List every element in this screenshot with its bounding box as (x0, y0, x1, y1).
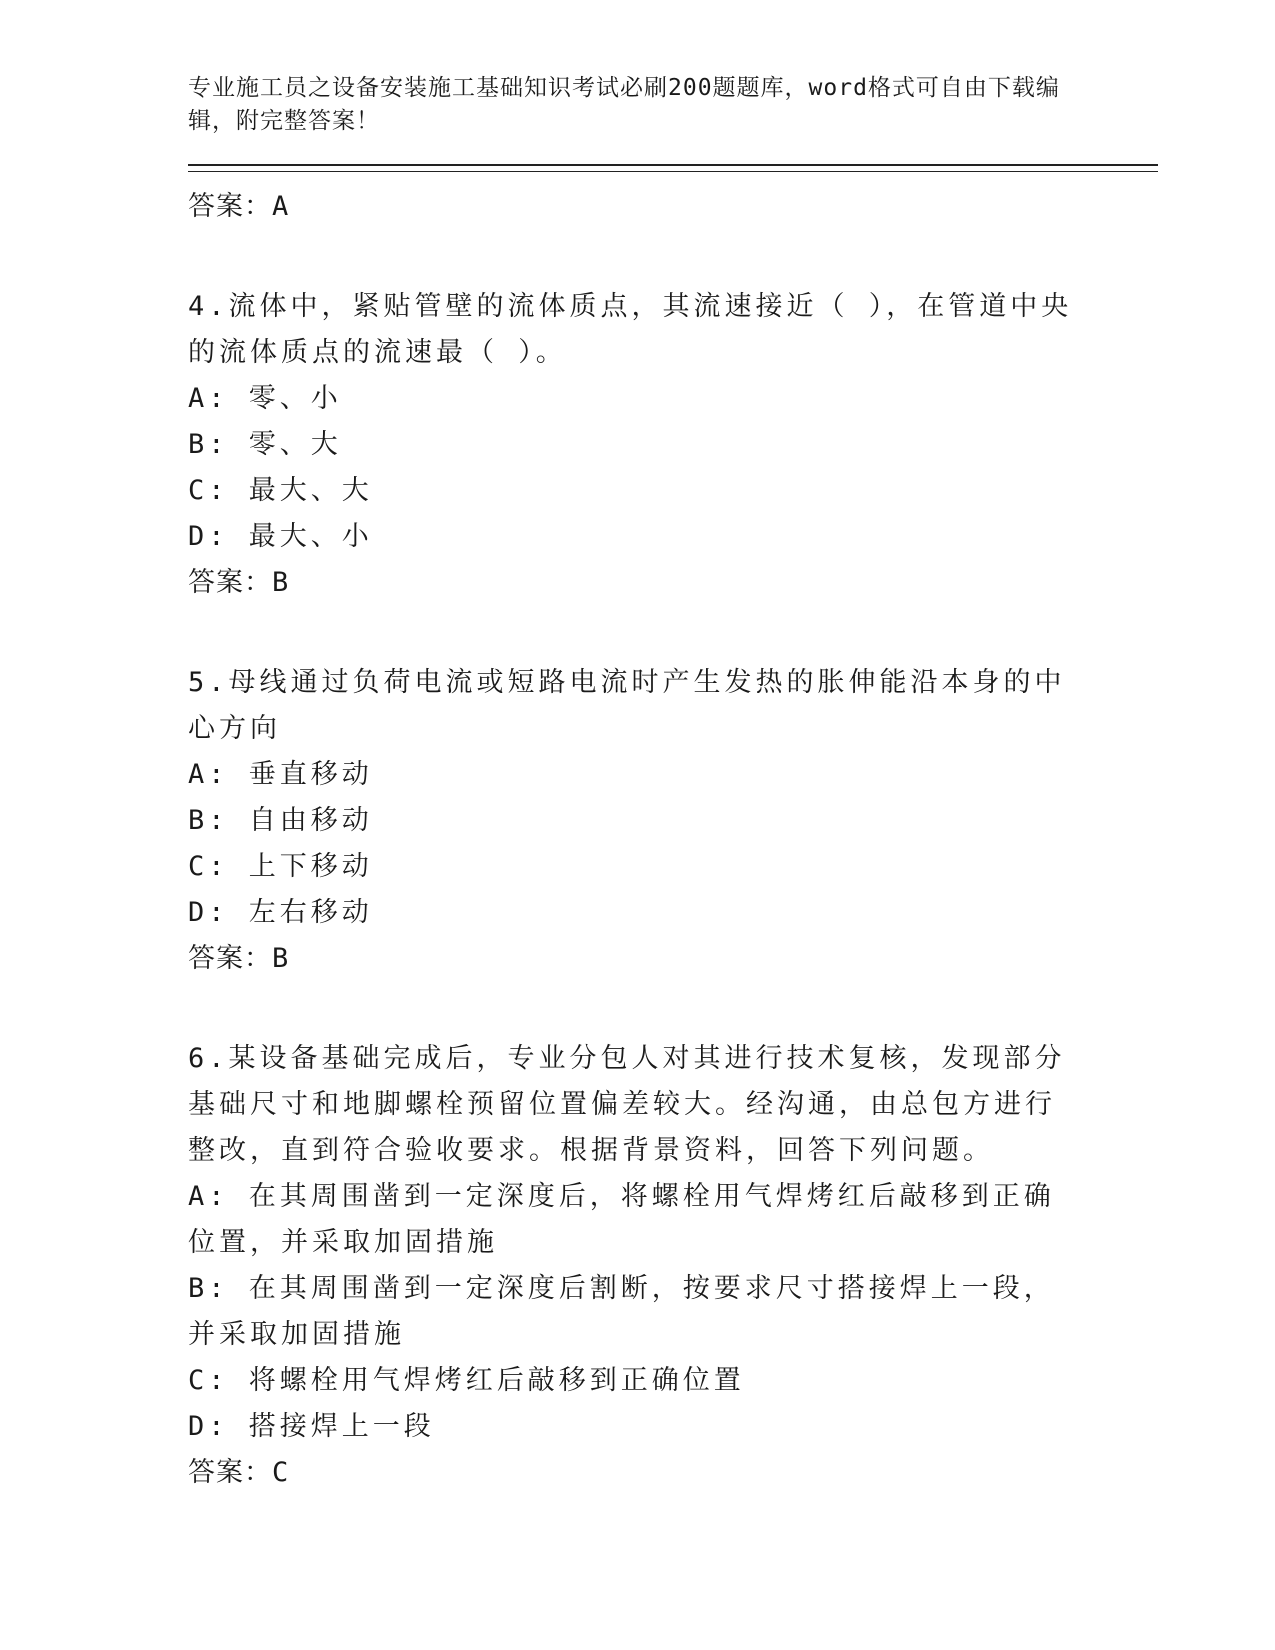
option-b: B: 自由移动 (188, 805, 373, 836)
answer-line: 答案：C (188, 1457, 290, 1488)
question-stem: 5.母线通过负荷电流或短路电流时产生发热的胀伸能沿本身的中心方向 (188, 667, 1066, 744)
answer-line: 答案：A (188, 191, 290, 222)
option-a: A: 在其周围凿到一定深度后，将螺栓用气焊烤红后敲移到正确位置，并采取加固措施 (188, 1181, 1055, 1258)
answer-line: 答案：B (188, 943, 290, 974)
question-block (188, 1036, 1158, 1496)
question-stem: 6.某设备基础完成后，专业分包人对其进行技术复核，发现部分基础尺寸和地脚螺栓预留位置偏差较大。经沟通，由总包方进行整改，直到符合验收要求。根据背景资料，回答下列问题。 (188, 1043, 1066, 1166)
question-block (188, 660, 1158, 982)
document-header: 专业施工员之设备安装施工基础知识考试必刷200题题库，word格式可自由下载编辑，附完整答案！ (188, 75, 1060, 134)
option-d: D: 搭接焊上一段 (188, 1411, 435, 1442)
question-stem: 4.流体中，紧贴管壁的流体质点，其流速接近（ ），在管道中央的流体质点的流速最（ ）。 (188, 291, 1073, 368)
option-b: B: 零、大 (188, 429, 342, 460)
question-block (188, 284, 1158, 606)
option-a: A: 零、小 (188, 383, 342, 414)
option-b: B: 在其周围凿到一定深度后割断，按要求尺寸搭接焊上一段，并采取加固措施 (188, 1273, 1055, 1350)
option-a: A: 垂直移动 (188, 759, 373, 790)
option-d: D: 最大、小 (188, 521, 373, 552)
option-c: C: 将螺栓用气焊烤红后敲移到正确位置 (188, 1365, 745, 1396)
option-d: D: 左右移动 (188, 897, 373, 928)
option-c: C: 上下移动 (188, 851, 373, 882)
answer-line: 答案：B (188, 567, 290, 598)
option-c: C: 最大、大 (188, 475, 373, 506)
header-divider (188, 164, 1158, 172)
document-page (188, 0, 1158, 1496)
